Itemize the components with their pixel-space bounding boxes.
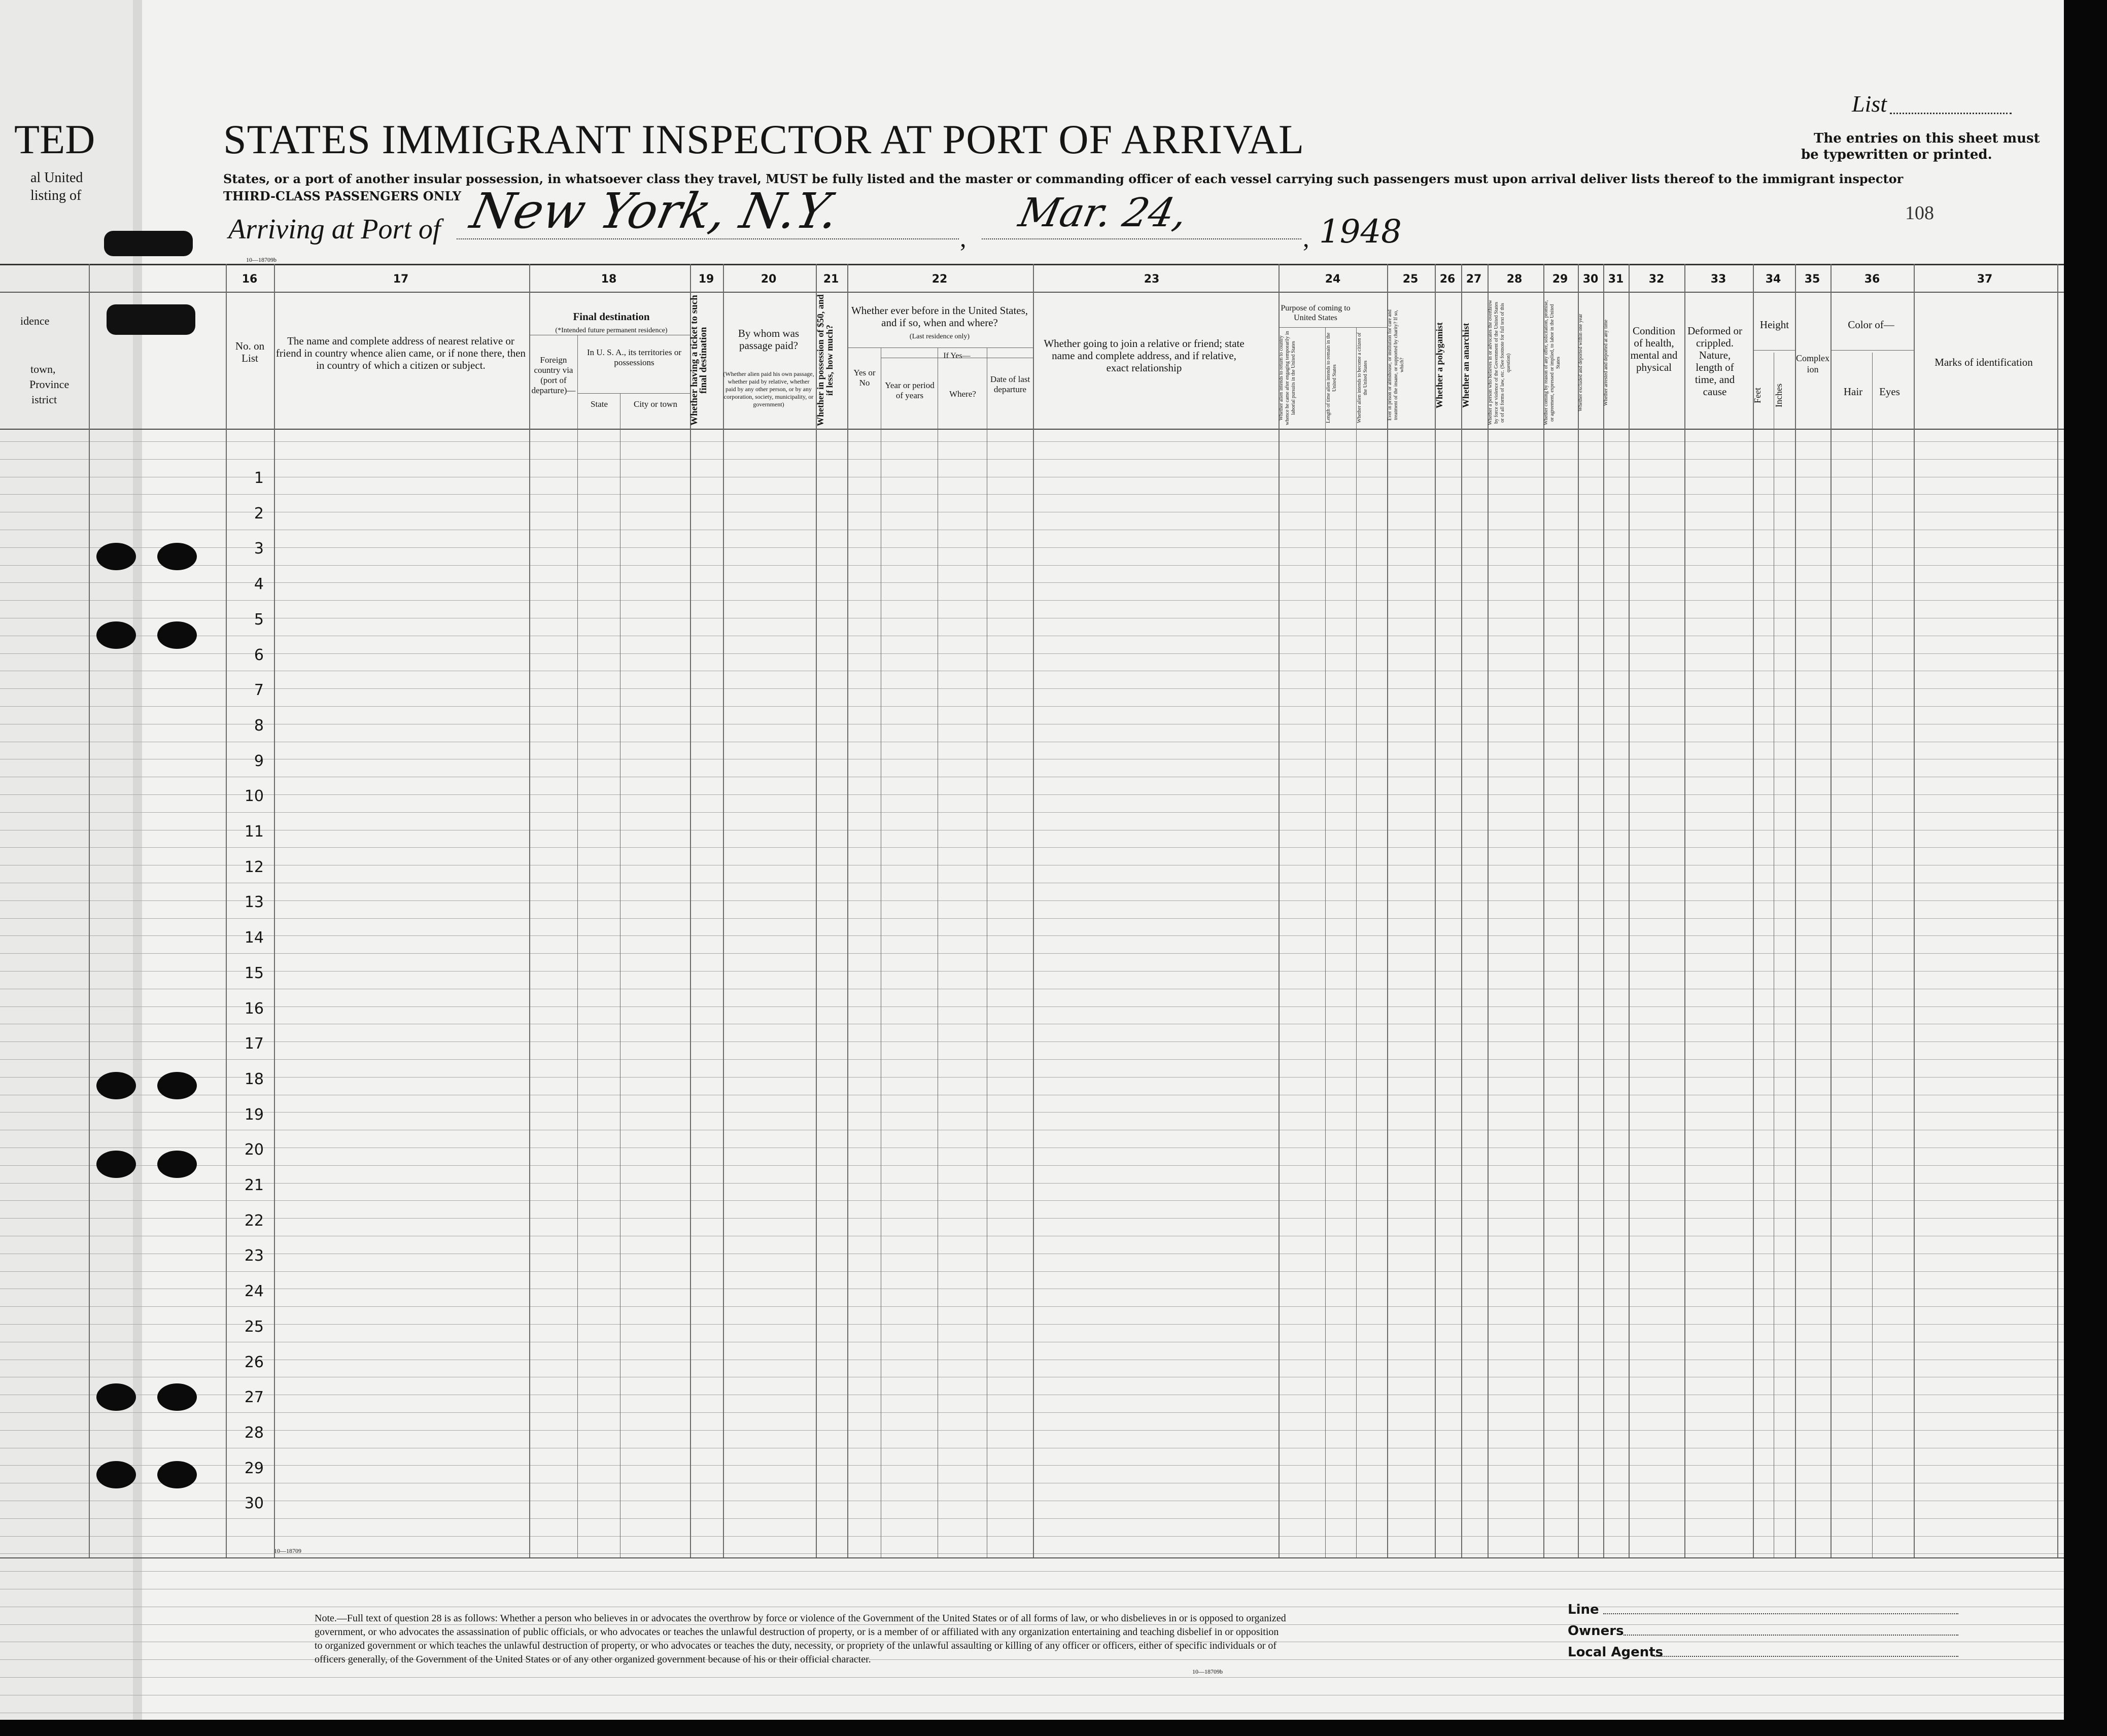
column-divider: [723, 264, 724, 1557]
column-number: 17: [393, 273, 409, 286]
col-18-header: Final destination: [573, 310, 650, 323]
local-agents-field-label: Local Agents: [1568, 1645, 1664, 1660]
col-26-header: Whether a polygamist: [1434, 322, 1444, 408]
ruled-line: [0, 653, 2064, 654]
ruled-line: [0, 935, 2064, 936]
col-34-header: Height: [1759, 319, 1789, 331]
col-21-header: Whether in possession of $50, and if less, how much?: [815, 294, 835, 426]
form-code: 10—18709: [274, 1547, 301, 1554]
col-28-header: Whether a person who believes in or advocates the overthrow by force or violence of the Government of the United States or of all forms of law, etc. (See footnote for full text of this question): [1488, 300, 1511, 426]
ruled-line: [0, 582, 2064, 583]
col-16-header: No. on List: [235, 340, 265, 364]
ruled-line: [0, 565, 2064, 566]
ruled-line: [0, 1112, 2064, 1113]
ruled-line: [0, 1553, 2064, 1554]
ruled-line: [0, 900, 2064, 901]
ruled-line: [0, 1041, 2064, 1042]
row-number: 22: [244, 1212, 264, 1230]
row-number: 1: [254, 469, 264, 487]
header-subrule: [1753, 350, 1795, 351]
col-20-note: (Whether alien paid his own passage, whether paid by relative, whether paid by any other person, or by any corporation, society, municipality, or government): [723, 370, 814, 408]
comma: ,: [1303, 224, 1309, 252]
col-22-date: Date of last departure: [990, 374, 1030, 394]
row-number: 25: [244, 1318, 264, 1336]
row-number: 6: [254, 646, 264, 664]
punch-hole: [96, 1461, 136, 1488]
column-divider: [274, 264, 275, 1557]
column-divider: [1578, 264, 1579, 1557]
column-divider: [1684, 264, 1685, 1557]
row-number: 12: [244, 858, 264, 876]
row-number: 4: [254, 575, 264, 593]
row-number: 10: [244, 787, 264, 805]
ruled-line: [0, 494, 2064, 495]
column-divider: [529, 264, 530, 1557]
col-18-city: City or town: [634, 399, 677, 409]
ruled-line: [0, 953, 2064, 954]
punch-hole: [157, 1383, 197, 1411]
punch-hole: [157, 1151, 197, 1178]
port-handwritten: New York, N.Y.: [466, 183, 844, 239]
col-36-eyes: Eyes: [1879, 386, 1900, 398]
ruled-line: [0, 794, 2064, 795]
row-number: 27: [244, 1388, 264, 1406]
punch-hole: [157, 1072, 197, 1099]
row-number: 7: [254, 681, 264, 699]
ruled-line: [0, 459, 2064, 460]
col-22-note: (Last residence only): [909, 333, 970, 340]
column-divider: [1914, 264, 1915, 1557]
binder-clip: [107, 304, 195, 335]
punch-hole: [96, 621, 136, 649]
owners-field-label: Owners: [1568, 1623, 1624, 1639]
punch-hole: [96, 1072, 136, 1099]
ruled-line: [0, 1412, 2064, 1413]
ruled-line: [0, 1677, 2064, 1678]
col-18-note: (*Intended future permanent residence): [555, 327, 668, 334]
col-18-foreign-country: Foreign country via (port of departure)—: [531, 355, 576, 395]
ruled-line: [0, 292, 2064, 293]
ruled-line: [0, 600, 2064, 601]
column-number: 34: [1765, 273, 1781, 286]
row-number: 28: [244, 1424, 264, 1442]
row-number: 26: [244, 1353, 264, 1371]
column-divider: [1753, 264, 1754, 1557]
column-number: 16: [241, 273, 258, 286]
col-36-header: Color of—: [1848, 319, 1894, 331]
row-number: 3: [254, 540, 264, 558]
column-divider: [1435, 264, 1436, 1557]
punch-hole: [96, 1383, 136, 1411]
page-number: 108: [1905, 202, 1934, 224]
col-17-header: The name and complete address of nearest relative or friend in country whence alien came, or if none there, then in country of which a citizen or subject.: [275, 335, 526, 371]
owners-field[interactable]: [1624, 1635, 1958, 1636]
header-subrule: [577, 393, 690, 394]
row-number: 13: [244, 893, 264, 911]
column-divider: [577, 335, 578, 1557]
col-37-header: Marks of identification: [1935, 356, 2033, 368]
col-29-header: Whether coming by reason of any offer, solicitation, promise, or agreement, expressed or implied, to labor in the United States: [1543, 300, 1561, 426]
column-divider: [1543, 264, 1544, 1557]
date-underline: [982, 238, 1301, 239]
ruled-line: [0, 429, 2064, 430]
ruled-line: [0, 1557, 2064, 1558]
col-24-return: Whether alien intends to return to country whence he came after engaging temporarily in laborial pursuits in the United States: [1279, 331, 1296, 425]
column-number: 26: [1439, 273, 1456, 286]
col-24-length: Length of time alien intends to remain in the United States: [1326, 332, 1337, 424]
ruled-line: [0, 1518, 2064, 1519]
column-divider: [1325, 327, 1326, 1557]
col-20-header: By whom was passage paid?: [738, 327, 800, 352]
col-19-header: Whether having a ticket to such final destination: [689, 295, 709, 426]
row-number: 8: [254, 717, 264, 735]
ruled-line: [0, 1465, 2064, 1466]
row-number: 17: [244, 1035, 264, 1053]
header-subrule: [1830, 350, 1914, 351]
flap-title-fragment: TED: [14, 116, 95, 162]
ruled-line: [0, 547, 2064, 548]
row-number: 24: [244, 1282, 264, 1300]
ruled-line: [0, 1306, 2064, 1307]
column-number: 23: [1144, 273, 1160, 286]
row-number: 30: [244, 1495, 264, 1512]
column-number: 30: [1582, 273, 1599, 286]
flap-residence-label: idence: [20, 315, 50, 327]
column-divider: [1356, 327, 1357, 1557]
ruled-line: [0, 1077, 2064, 1078]
column-divider: [690, 264, 691, 1557]
flap-text-line: al United: [30, 170, 83, 186]
column-number: 35: [1804, 273, 1820, 286]
row-number: 2: [254, 505, 264, 523]
col-24-citizen: Whether alien intends to become a citizen of the United States: [1357, 332, 1368, 424]
arriving-label: Arriving at Port of: [228, 214, 441, 245]
column-divider: [1461, 264, 1462, 1557]
header-subrule: [1279, 327, 1387, 328]
ruled-line: [0, 847, 2064, 848]
column-number: 24: [1325, 273, 1341, 286]
ruled-line: [0, 812, 2064, 813]
column-number: 36: [1864, 273, 1880, 286]
row-number: 23: [244, 1247, 264, 1265]
ruled-line: [0, 264, 2064, 265]
ruled-line: [0, 1006, 2064, 1007]
column-number: 28: [1506, 273, 1523, 286]
col-22-header: Whether ever before in the United States, and if so, when and where?: [851, 304, 1028, 329]
column-number: 22: [931, 273, 948, 286]
col-34-inches: Inches: [1774, 384, 1784, 408]
form-code: 10—18709b: [1192, 1668, 1223, 1675]
column-number: 29: [1552, 273, 1568, 286]
column-divider: [1279, 264, 1280, 1557]
column-number: 33: [1710, 273, 1726, 286]
column-divider: [1629, 264, 1630, 1557]
col-25-header: Ever in prison or almshouse, or institution for care and treatment of the insane, or supported by charity? If so, which?: [1387, 309, 1405, 421]
line-field[interactable]: [1603, 1613, 1958, 1614]
punch-hole: [157, 1461, 197, 1488]
year-value: 1948: [1319, 213, 1402, 251]
column-number: 32: [1648, 273, 1665, 286]
col-22-year: Year or period of years: [885, 380, 935, 400]
comma: ,: [960, 224, 966, 252]
column-divider: [847, 264, 848, 1557]
column-number: 25: [1402, 273, 1419, 286]
ruled-line: [0, 688, 2064, 689]
page-fold-shadow: [133, 0, 142, 1720]
entries-note: be typewritten or printed.: [1801, 147, 1992, 162]
column-divider: [1872, 353, 1873, 1557]
list-number-line: [1890, 113, 2012, 114]
column-divider: [2057, 264, 2058, 1557]
col-36-hair: Hair: [1843, 386, 1863, 398]
column-number: 19: [698, 273, 714, 286]
list-label: List: [1852, 91, 1887, 117]
col-30-header: Whether excluded and deported within one year: [1578, 314, 1583, 412]
column-number: 27: [1466, 273, 1482, 286]
date-handwritten: Mar. 24,: [1015, 190, 1192, 236]
column-number: 21: [823, 273, 839, 286]
col-23-header: Whether going to join a relative or friend; state name and complete address, and if relative, exact relationship: [1044, 337, 1245, 374]
flap-district-label: istrict: [31, 393, 57, 406]
ruled-line: [0, 1183, 2064, 1184]
row-number: 11: [244, 823, 264, 841]
line-field-label: Line: [1568, 1602, 1599, 1617]
ruled-line: [0, 1218, 2064, 1219]
footnote-question-28: Note.—Full text of question 28 is as follows: Whether a person who believes in or advocates the overthrow by force or violence of the Government of the United States or of all forms of law, or who disbelieves in or is opposed to organized government, or who advocates the assassination of public officials, or who advocates or teaches the unlawful destruction of property, or is a member of or affiliated with any organization entertaining and teaching disbelief in or opposition to organized government or which teaches the unlawful destruction of property, or who advocates or teaches the duty, necessity, or propriety of the unlawful assaulting or killing of any officer or officers, either of specific individuals or of officers generally, of the Government of the United States or of any other organized government because of his or their official character.: [315, 1613, 1286, 1665]
column-divider: [816, 264, 817, 1557]
page-subtitle: States, or a port of another insular possession, in whatsoever class they travel, MUST be fully listed and the master or commanding officer of each vessel carrying such passengers must upon arrival deliver lists thereof to the immigrant inspector: [223, 171, 1904, 186]
ruled-line: [0, 1059, 2064, 1060]
punch-hole: [157, 543, 197, 570]
flap-province-label: Province: [29, 378, 70, 391]
row-number: 15: [244, 964, 264, 982]
passenger-class: THIRD-CLASS PASSENGERS ONLY: [223, 189, 462, 203]
page-title: STATES IMMIGRANT INSPECTOR AT PORT OF ARRIVAL: [223, 116, 1305, 162]
row-number: 18: [244, 1070, 264, 1088]
ruled-line: [0, 1200, 2064, 1201]
ruled-line: [0, 1571, 2064, 1572]
row-number: 5: [254, 611, 264, 629]
col-31-header: Whether arrested and deported at any time: [1603, 320, 1609, 406]
entries-note: The entries on this sheet must: [1814, 131, 2040, 146]
ruled-line: [0, 1536, 2064, 1537]
row-number: 9: [254, 752, 264, 770]
form-code: 10—18709b: [246, 256, 277, 263]
col-22-where: Where?: [949, 389, 976, 399]
col-32-header: Condition of health, mental and physical: [1630, 325, 1678, 373]
ruled-line: [0, 918, 2064, 919]
ruled-line: [0, 1271, 2064, 1272]
column-divider: [89, 264, 90, 1557]
ruled-line: [0, 441, 2064, 442]
row-number: 21: [244, 1176, 264, 1194]
column-divider: [1488, 264, 1489, 1557]
col-34-feet: Feet: [1752, 388, 1763, 404]
col-22-yes-no: Yes or No: [853, 368, 876, 388]
punch-hole: [157, 621, 197, 649]
column-divider: [1033, 264, 1034, 1557]
column-divider: [1830, 264, 1832, 1557]
column-number: 31: [1608, 273, 1624, 286]
col-35-header: Complexion: [1796, 353, 1829, 374]
binder-clip: [104, 231, 193, 256]
column-number: 37: [1977, 273, 1993, 286]
punch-hole: [96, 1151, 136, 1178]
column-number: 18: [601, 273, 617, 286]
punch-hole: [96, 543, 136, 570]
col-27-header: Whether an anarchist: [1461, 323, 1471, 408]
col-22-if-yes: If Yes—: [943, 352, 971, 360]
col-18-state: State: [591, 399, 608, 409]
row-number: 20: [244, 1141, 264, 1159]
column-divider: [1603, 264, 1604, 1557]
flap-text-line: listing of: [30, 188, 82, 203]
row-number: 16: [244, 1000, 264, 1018]
column-divider: [1795, 264, 1796, 1557]
ruled-line: [0, 706, 2064, 707]
col-18-usa: In U. S. A., its territories or possessions: [586, 348, 682, 367]
row-number: 29: [244, 1460, 264, 1477]
local-agents-field[interactable]: [1654, 1656, 1958, 1657]
ruled-line: [0, 1324, 2064, 1325]
column-divider: [1387, 264, 1388, 1557]
ruled-line: [0, 1165, 2064, 1166]
col-24-header: Purpose of coming to United States: [1281, 304, 1351, 322]
row-number: 19: [244, 1106, 264, 1124]
ruled-line: [0, 1430, 2064, 1431]
column-number: 20: [761, 273, 777, 286]
row-number: 14: [244, 929, 264, 947]
col-33-header: Deformed or crippled. Nature, length of time, and cause: [1687, 325, 1742, 398]
flap-town-label: town,: [30, 363, 56, 375]
